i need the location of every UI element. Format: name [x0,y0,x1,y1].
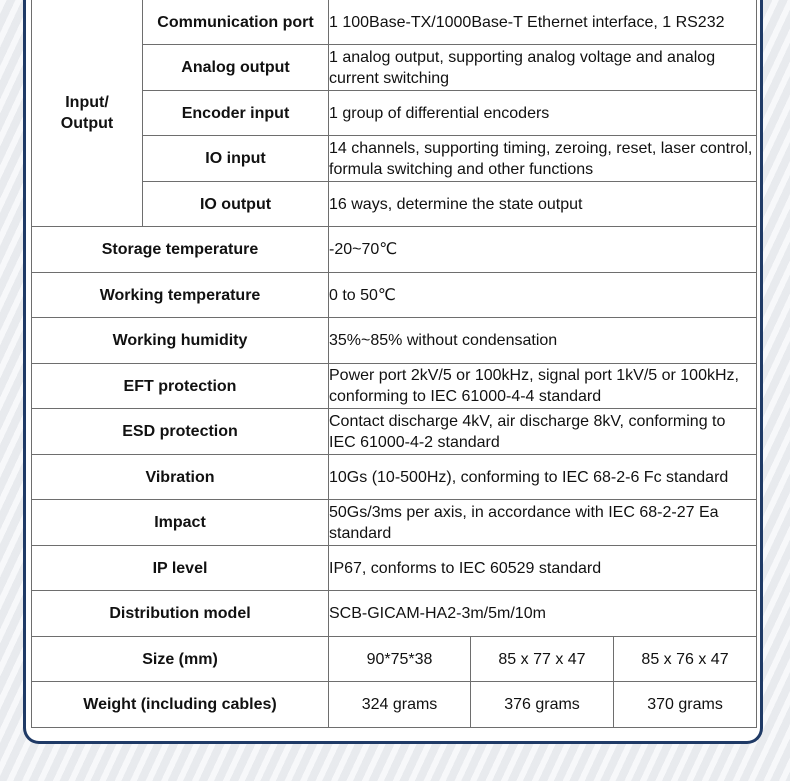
weight-value: 376 grams [471,682,614,728]
size-value: 90*75*38 [329,637,471,682]
table-row [32,591,757,637]
row-label: Encoder input [143,91,329,136]
row-value: Contact discharge 4kV, air discharge 8kV, conforming to IEC 61000-4-2 standard [329,409,757,455]
row-value: -20~70℃ [329,227,757,273]
row-value: 35%~85% without condensation [329,318,757,364]
table-row [32,455,757,500]
spec-table [31,0,757,728]
group-label-line2: Output [60,115,114,132]
group-label-line1: Input/ [65,94,109,111]
size-value: 85 x 76 x 47 [614,637,757,682]
row-label: ESD protection [32,409,329,455]
row-value: 1 analog output, supporting analog voltage and analog current switching [329,45,757,91]
row-label: Analog output [143,45,329,91]
row-value: 50Gs/3ms per axis, in accordance with IEC 68-2-27 Ea standard [329,500,757,546]
table-row [32,318,757,364]
size-value: 85 x 77 x 47 [471,637,614,682]
row-label: EFT protection [32,364,329,409]
group-label-input-output [32,0,143,227]
row-label: IO output [143,182,329,227]
row-value: IP67, conforms to IEC 60529 standard [329,546,757,591]
row-value: 1 100Base-TX/1000Base-T Ethernet interface, 1 RS232 [329,0,757,45]
table-row [32,0,757,45]
row-value: Power port 2kV/5 or 100kHz, signal port 1kV/5 or 100kHz, conforming to IEC 61000-4-4 standard [329,364,757,409]
table-row [32,546,757,591]
row-value: 1 group of differential encoders [329,91,757,136]
row-label: IO input [143,136,329,182]
table-row [32,500,757,546]
weight-value: 324 grams [329,682,471,728]
row-value: 10Gs (10-500Hz), conforming to IEC 68-2-6 Fc standard [329,455,757,500]
row-label: IP level [32,546,329,591]
row-label: Impact [32,500,329,546]
row-label: Storage temperature [32,227,329,273]
row-label: Working humidity [32,318,329,364]
table-row [32,409,757,455]
table-row-size [32,637,757,682]
table-row [32,227,757,273]
row-value: 14 channels, supporting timing, zeroing, reset, laser control, formula switching and other functions [329,136,757,182]
row-label: Working temperature [32,273,329,318]
row-value: 0 to 50℃ [329,273,757,318]
row-value: SCB-GICAM-HA2-3m/5m/10m [329,591,757,637]
row-value: 16 ways, determine the state output [329,182,757,227]
table-row [32,273,757,318]
row-label: Communication port [143,0,329,45]
table-row-weight [32,682,757,728]
row-label: Vibration [32,455,329,500]
weight-label: Weight (including cables) [32,682,329,728]
row-label: Distribution model [32,591,329,637]
weight-value: 370 grams [614,682,757,728]
table-row [32,364,757,409]
size-label: Size (mm) [32,637,329,682]
